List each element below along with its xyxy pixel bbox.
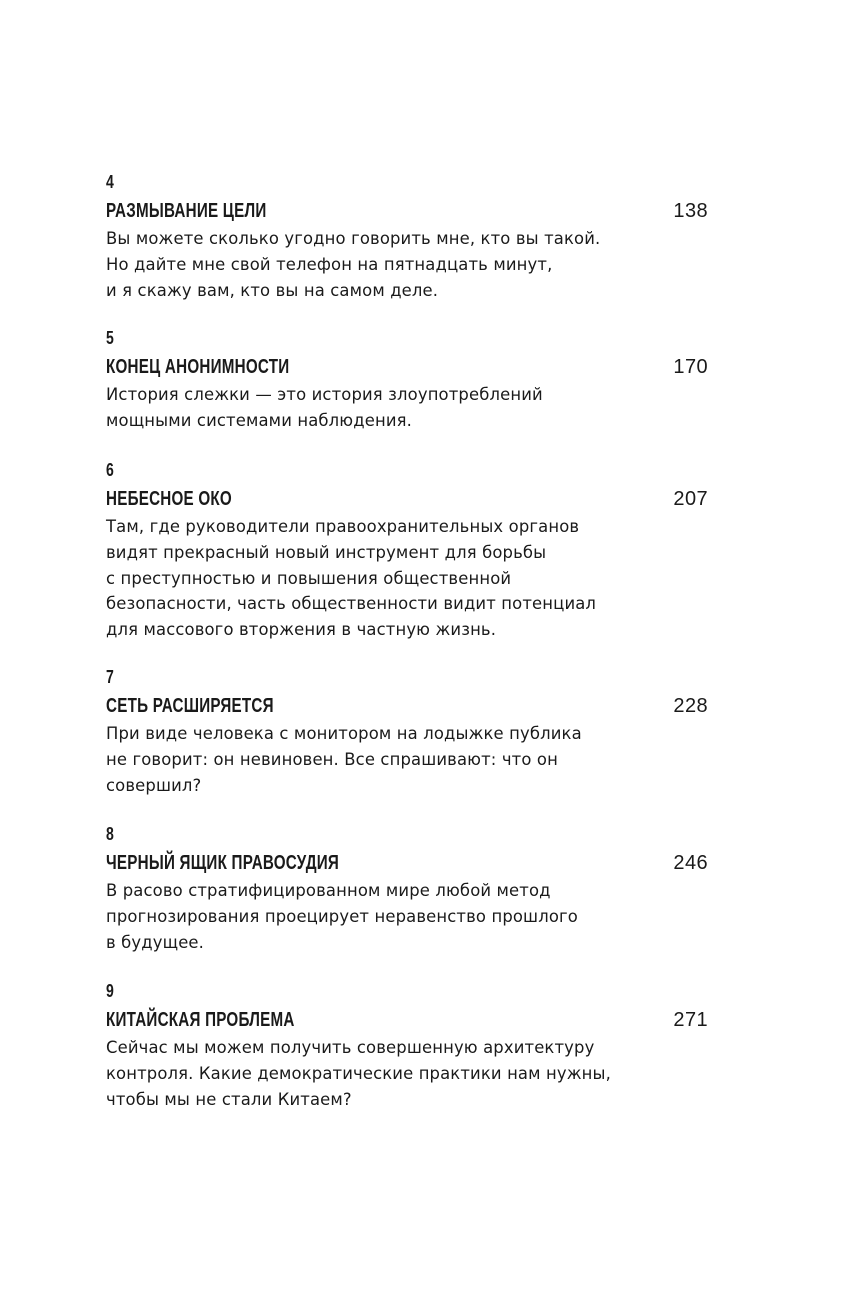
- chapter-number: 9: [106, 981, 114, 1001]
- chapter-number: 6: [106, 460, 114, 480]
- chapter-title-row: [106, 196, 710, 226]
- chapter-description: Сейчас мы можем получить совершенную архитектуру контроля. Какие демократические практики нам нужны, чтобы мы не стали Китаем?: [106, 1038, 611, 1109]
- chapter-description: В расово стратифицированном мире любой метод прогнозирования проецирует неравенство прошлого в будущее.: [106, 881, 578, 952]
- chapter-description: При виде человека с монитором на лодыжке публика не говорит: он невиновен. Все спрашивают: что он совершил?: [106, 724, 582, 795]
- chapter-page-number: 228: [673, 695, 708, 717]
- toc-entry-chapter-4: [106, 170, 710, 303]
- chapter-number: 5: [106, 328, 114, 348]
- chapter-title: КОНЕЦ АНОНИМНОСТИ: [106, 356, 290, 378]
- chapter-title: КИТАЙСКАЯ ПРОБЛЕМА: [106, 1009, 295, 1031]
- chapter-title: РАЗМЫВАНИЕ ЦЕЛИ: [106, 200, 267, 222]
- chapter-page-number: 170: [673, 356, 708, 378]
- toc-entry-chapter-9: [106, 979, 710, 1112]
- toc-entry-chapter-8: [106, 822, 710, 955]
- chapter-number: 4: [106, 172, 114, 192]
- chapter-description: Вы можете сколько угодно говорить мне, кто вы такой. Но дайте мне свой телефон на пятнадцать минут, и я скажу вам, кто вы на самом деле.: [106, 229, 601, 300]
- chapter-title-row: [106, 848, 710, 878]
- toc-entry-chapter-5: [106, 326, 710, 434]
- chapter-page-number: 207: [673, 488, 708, 510]
- chapter-title: НЕБЕСНОЕ ОКО: [106, 488, 232, 510]
- chapter-title-row: [106, 1005, 710, 1035]
- chapter-page-number: 246: [673, 852, 708, 874]
- toc-entry-chapter-6: [106, 458, 710, 643]
- chapter-number: 8: [106, 824, 114, 844]
- chapter-title-row: [106, 484, 710, 514]
- chapter-title-row: [106, 352, 710, 382]
- chapter-description: Там, где руководители правоохранительных органов видят прекрасный новый инструмент для борьбы с преступностью и повышения общественной безопасности, часть общественности видит потенциал для массового вторжения в частную жизнь.: [106, 517, 597, 640]
- chapter-page-number: 138: [673, 200, 708, 222]
- chapter-title-row: [106, 691, 710, 721]
- chapter-title: СЕТЬ РАСШИРЯЕТСЯ: [106, 695, 274, 717]
- chapter-number: 7: [106, 667, 114, 687]
- toc-entry-chapter-7: [106, 665, 710, 798]
- chapter-title: ЧЕРНЫЙ ЯЩИК ПРАВОСУДИЯ: [106, 852, 340, 874]
- chapter-description: История слежки — это история злоупотреблений мощными системами наблюдения.: [106, 385, 543, 430]
- chapter-page-number: 271: [673, 1009, 708, 1031]
